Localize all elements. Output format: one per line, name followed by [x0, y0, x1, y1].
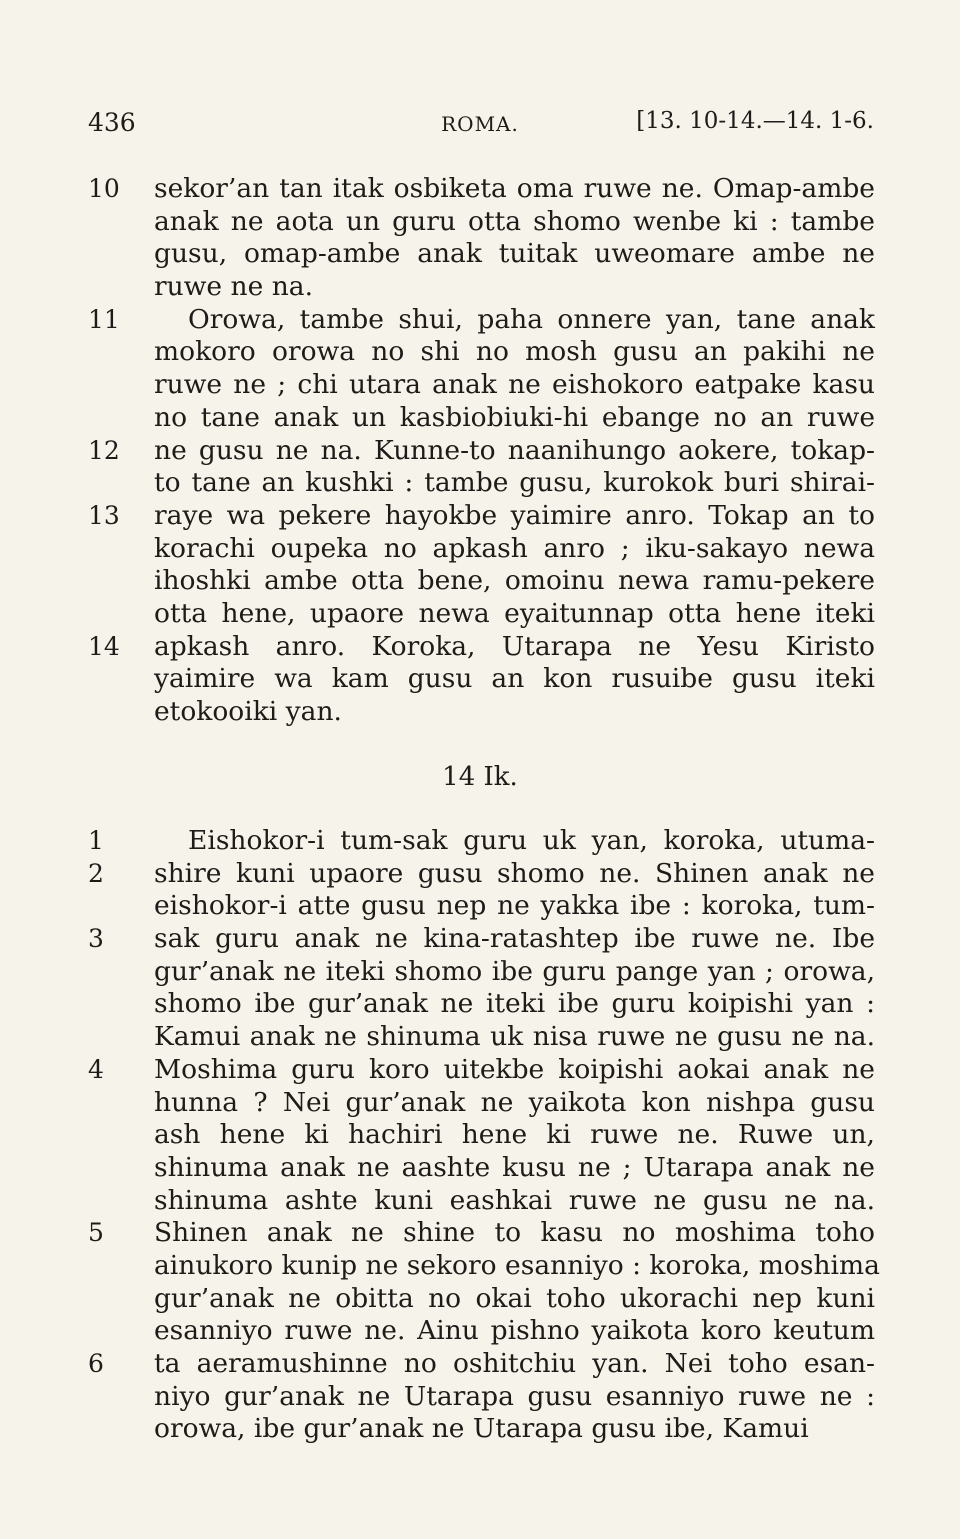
line-text: shinuma anak ne aashte kusu ne ; Utarapa anak ne: [154, 1151, 875, 1183]
text-line: [0, 1021, 960, 1054]
text-line: [0, 1250, 960, 1283]
text-line: [0, 825, 960, 858]
line-text: ash hene ki hachiri hene ki ruwe ne. Ruwe un,: [154, 1119, 875, 1151]
line-text: shire kuni upaore gusu shomo ne. Shinen anak ne: [154, 857, 875, 889]
line-text: korachi oupeka no apkash anro ; iku-sakayo newa: [154, 532, 875, 564]
line-text: Shinen anak ne shine to kasu no moshima toho: [154, 1217, 875, 1249]
verse-number: 5: [88, 1218, 104, 1248]
verse-number: 10: [88, 174, 120, 203]
line-text: Eishokor-i tum-sak guru uk yan, koroka, utuma-: [188, 825, 875, 856]
text-line: [0, 565, 960, 598]
text-line: [0, 631, 960, 664]
line-text: raye wa pekere hayokbe yaimire anro. Tokap an to: [154, 499, 875, 531]
text-line: [0, 1152, 960, 1185]
verse-number: 2: [88, 858, 104, 888]
text-line: [0, 923, 960, 956]
text-line: [0, 1217, 960, 1250]
text-line: [0, 858, 960, 891]
line-text: mokoro orowa no shi no mosh gusu an pakihi ne: [154, 336, 875, 368]
verse-number: 11: [88, 304, 120, 334]
verse-number: 1: [88, 826, 104, 855]
line-text: sekor’an tan itak osbiketa oma ruwe ne. Omap-ambe: [154, 173, 875, 204]
text-line: [0, 598, 960, 631]
line-text: ta aeramushinne no oshitchiu yan. Nei toho esan-: [154, 1348, 875, 1379]
line-text: to tane an kushki : tambe gusu, kurokok buri shirai-: [154, 467, 875, 499]
text-line: [0, 663, 960, 696]
line-text: ruwe ne na.: [154, 271, 313, 303]
line-text: gur’anak ne obitta no okai toho ukorachi nep kuni: [154, 1282, 875, 1314]
text-line: [0, 1413, 960, 1446]
line-text: otta hene, upaore newa eyaitunnap otta hene iteki: [154, 597, 875, 629]
line-text: ruwe ne ; chi utara anak ne eishokoro eatpake kasu: [154, 369, 875, 401]
text-line: [0, 988, 960, 1021]
chapter-verse-reference: [13. 10-14.—14. 1-6.: [636, 108, 874, 134]
line-text: anak ne aota un guru otta shomo wenbe ki : tambe: [154, 205, 875, 237]
text-line: [0, 173, 960, 206]
verse-number: 13: [88, 500, 120, 530]
running-title: ROMA.: [441, 112, 519, 136]
line-text: hunna ? Nei gur’anak ne yaikota kon nishpa gusu: [154, 1086, 875, 1118]
text-line: [0, 1315, 960, 1348]
page-header: [0, 108, 960, 148]
line-text: Moshima guru koro uitekbe koipishi aokai anak ne: [154, 1053, 875, 1085]
line-text: ne gusu ne na. Kunne-to naanihungo aokere, tokap-: [154, 434, 875, 466]
text-line: [0, 1283, 960, 1316]
line-text: etokooiki yan.: [154, 696, 342, 727]
text-line: [0, 402, 960, 435]
chapter-heading: 14 Ik.: [442, 762, 518, 792]
line-text: no tane anak un kasbiobiuki-hi ebange no an ruwe: [154, 401, 875, 433]
line-text: shinuma ashte kuni eashkai ruwe ne gusu ne na.: [154, 1184, 875, 1216]
text-line: [0, 336, 960, 369]
text-block-chapter-14: [0, 825, 960, 1446]
line-text: yaimire wa kam gusu an kon rusuibe gusu iteki: [154, 663, 875, 695]
text-line: [0, 435, 960, 468]
verse-number: 14: [88, 631, 120, 661]
text-line: [0, 467, 960, 500]
text-line: [0, 1348, 960, 1381]
line-text: orowa, ibe gur’anak ne Utarapa gusu ibe, Kamui: [154, 1413, 809, 1445]
line-text: sak guru anak ne kina-ratashtep ibe ruwe ne. Ibe: [154, 923, 875, 955]
text-line: [0, 1119, 960, 1152]
text-line: [0, 696, 960, 729]
text-line: [0, 956, 960, 989]
text-line: [0, 304, 960, 337]
line-text: ainukoro kunip ne sekoro esanniyo : koroka, moshima: [154, 1249, 880, 1281]
line-text: Orowa, tambe shui, paha onnere yan, tane anak: [188, 303, 875, 335]
line-text: ihoshki ambe otta bene, omoinu newa ramu-pekere: [154, 565, 875, 597]
verse-number: 6: [88, 1349, 104, 1378]
line-text: gusu, omap-ambe anak tuitak uweomare ambe ne: [154, 238, 875, 270]
text-line: [0, 500, 960, 533]
text-line: [0, 238, 960, 271]
line-text: niyo gur’anak ne Utarapa gusu esanniyo ruwe ne :: [154, 1380, 875, 1412]
line-text: gur’anak ne iteki shomo ibe guru pange yan ; orowa,: [154, 955, 875, 987]
line-text: shomo ibe gur’anak ne iteki ibe guru koipishi yan :: [154, 988, 875, 1020]
text-line: [0, 1087, 960, 1120]
text-line: [0, 369, 960, 402]
text-line: [0, 533, 960, 566]
text-line: [0, 271, 960, 304]
verse-number: 12: [88, 435, 120, 465]
line-text: eishokor-i atte gusu nep ne yakka ibe : koroka, tum-: [154, 890, 875, 922]
verse-number: 4: [88, 1054, 104, 1084]
line-text: Kamui anak ne shinuma uk nisa ruwe ne gusu ne na.: [154, 1021, 875, 1053]
page-number: 436: [88, 108, 136, 137]
line-text: apkash anro. Koroka, Utarapa ne Yesu Kiristo: [154, 630, 875, 662]
line-text: esanniyo ruwe ne. Ainu pishno yaikota koro keutum: [154, 1315, 875, 1347]
verse-number: 3: [88, 924, 104, 954]
text-line: [0, 206, 960, 239]
text-block-chapter-13: [0, 173, 960, 729]
text-line: [0, 1185, 960, 1218]
text-line: [0, 890, 960, 923]
text-line: [0, 1381, 960, 1414]
text-line: [0, 1054, 960, 1087]
